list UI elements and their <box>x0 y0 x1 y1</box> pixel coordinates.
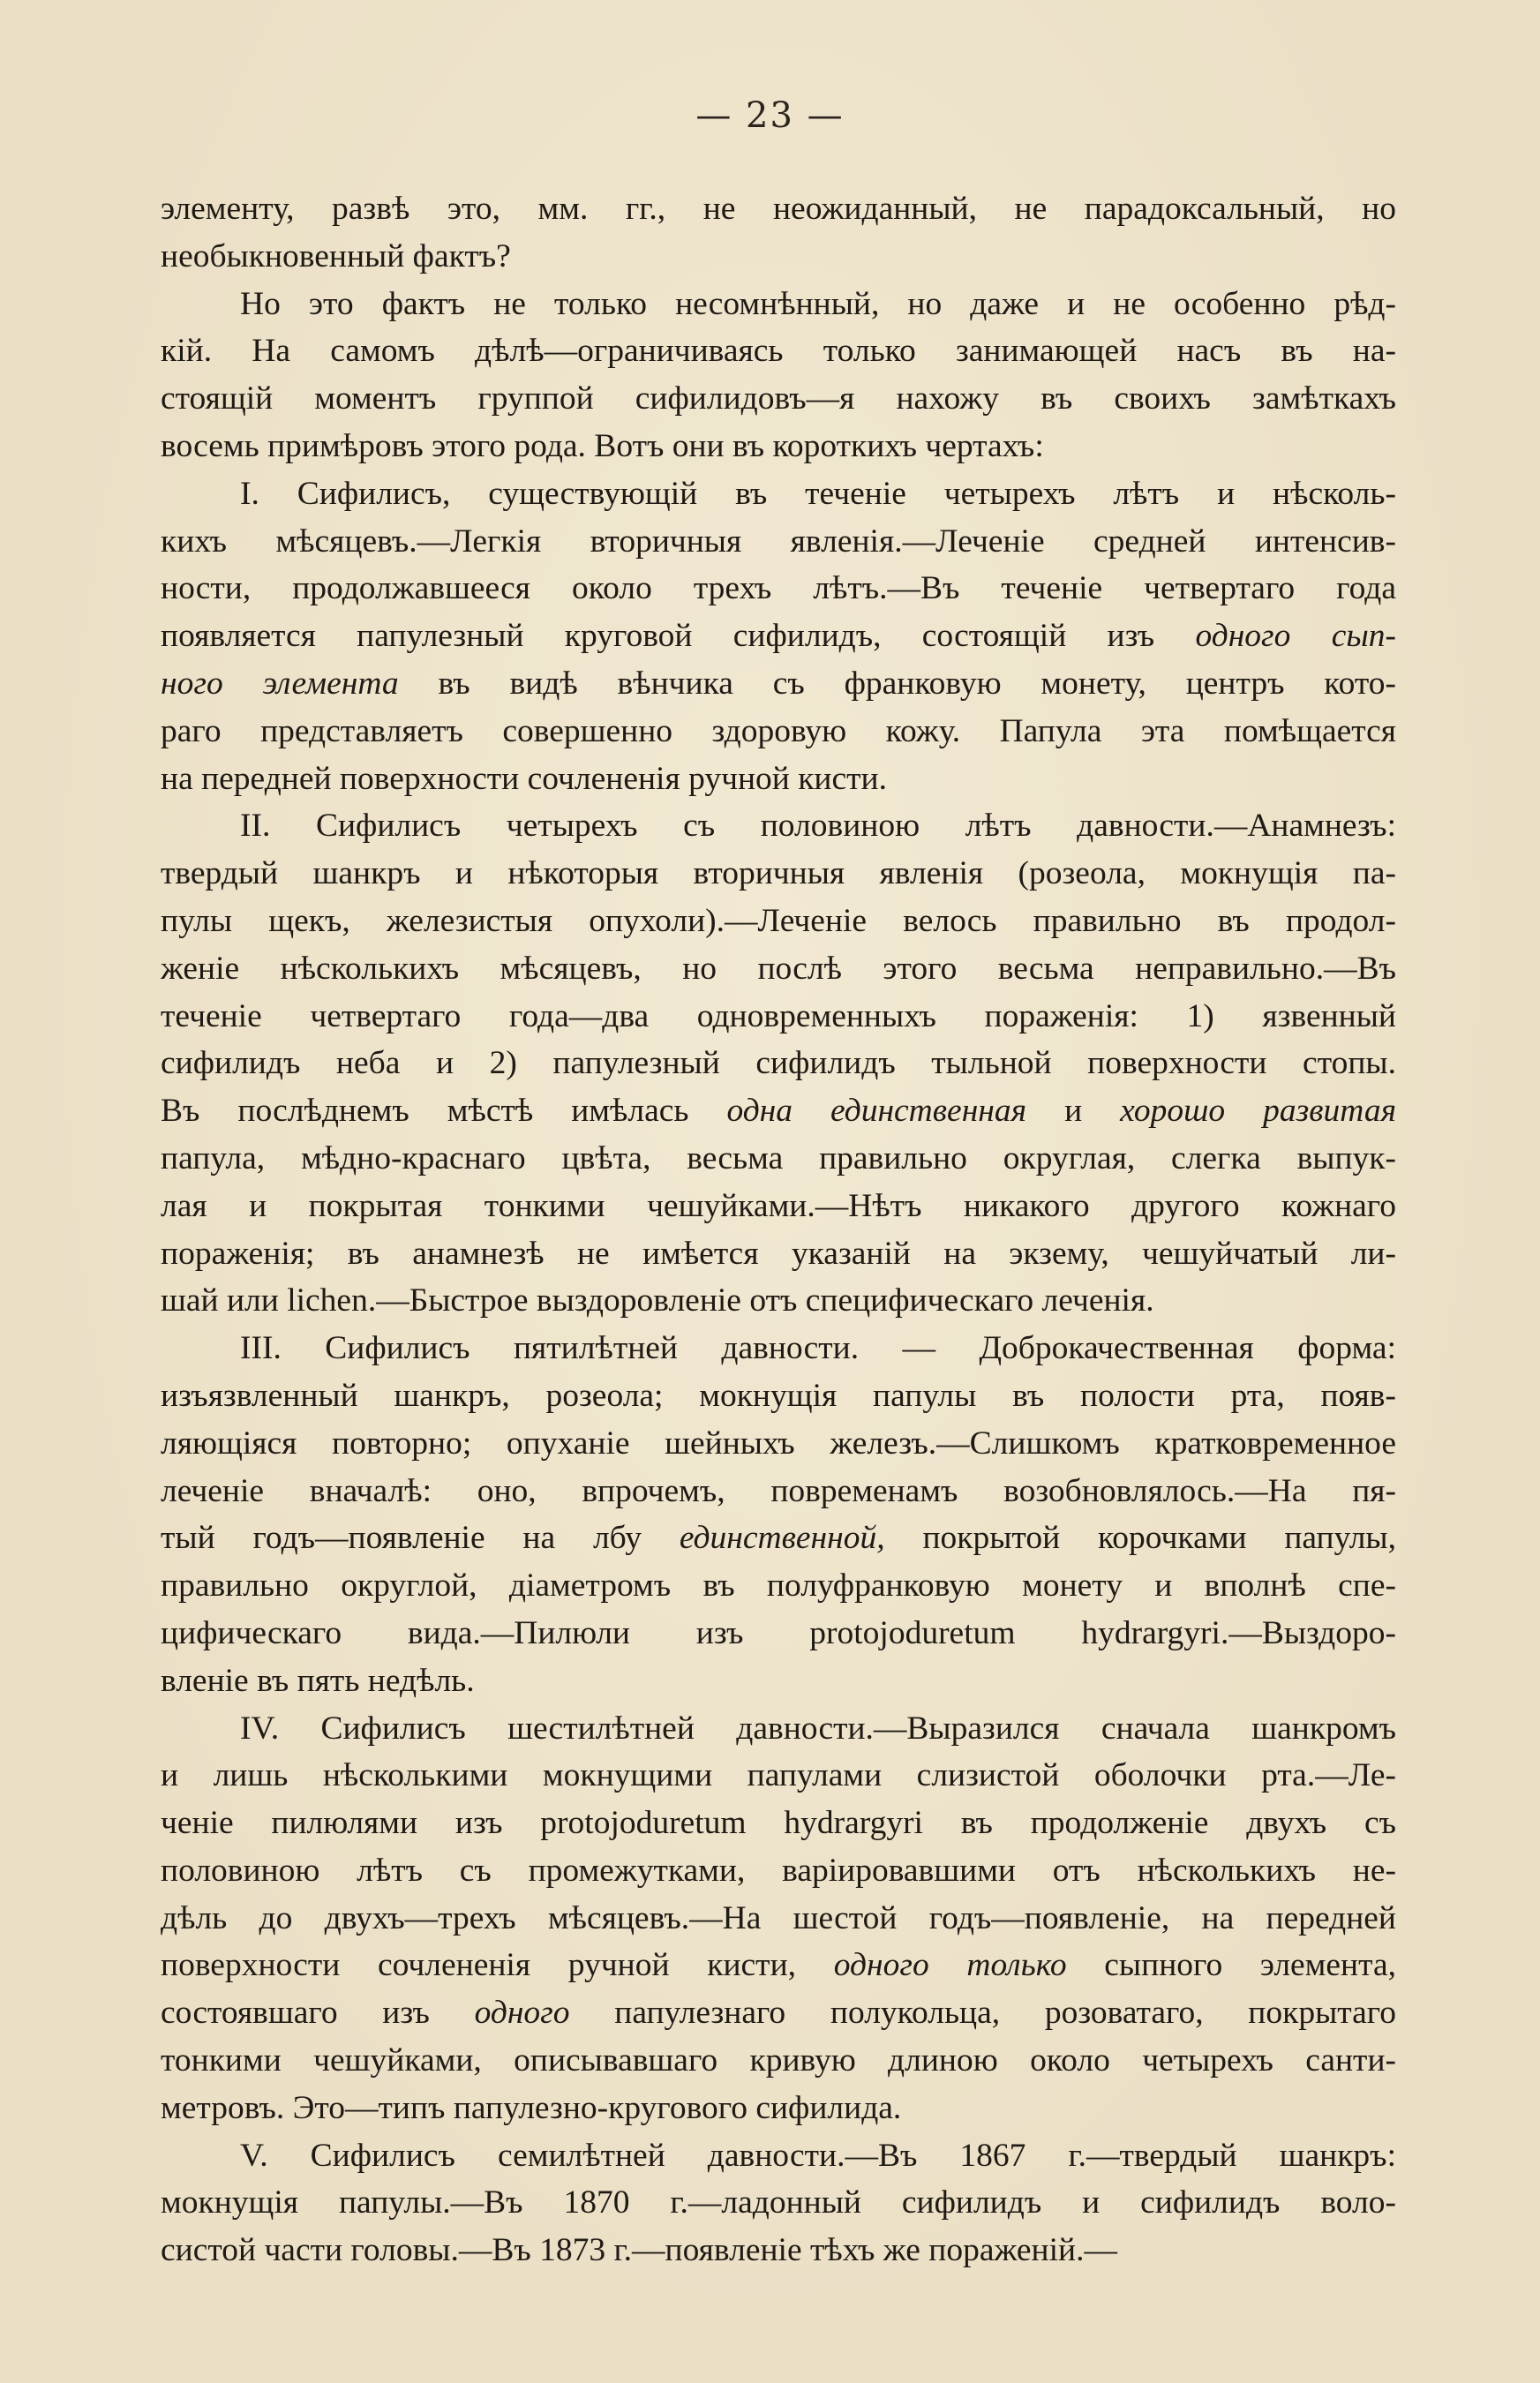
text-line: ченіе пилюлями изъ protojoduretum hydrargyri въ продолженіе двухъ съ <box>161 1805 1396 1842</box>
text-line: элементу, развѣ это, мм. гг., не неожиданный, не парадоксальный, но <box>161 191 1396 227</box>
paragraph <box>161 185 1396 281</box>
text-line: Но это фактъ не только несомнѣнный, но даже и не особенно рѣд- <box>240 285 1396 322</box>
text-line: пораженія; въ анамнезѣ не имѣется указаній на экзему, чешуйчатый ли- <box>161 1235 1396 1272</box>
italic-emphasis: одна единственная <box>726 1093 1027 1130</box>
text-line: ности, продолжавшееся около трехъ лѣтъ.—Въ теченіе четвертаго года <box>161 570 1396 607</box>
text-line: тонкими чешуйками, описывавшаго кривую длиною около четырехъ санти- <box>161 2042 1396 2079</box>
italic-emphasis: ного элемента <box>161 665 399 702</box>
text-line: тый годъ—появленіе на лбу единственной, покрытой корочками папулы, <box>161 1520 1396 1557</box>
paragraph <box>161 470 1396 803</box>
italic-emphasis: одного сып- <box>1195 618 1396 655</box>
text-line: изъязвленный шанкръ, розеола; мокнущія папулы въ полости рта, появ- <box>161 1377 1396 1414</box>
text-line: леченіе вначалѣ: оно, впрочемъ, повременамъ возобновлялось.—На пя- <box>161 1472 1396 1509</box>
text-line: необыкновенный фактъ? <box>161 237 511 274</box>
text-line: I. Сифилисъ, существующій въ теченіе четырехъ лѣтъ и нѣсколь- <box>240 475 1396 512</box>
text-line: кій. На самомъ дѣлѣ—ограничиваясь только занимающей насъ въ на- <box>161 333 1396 370</box>
text-line: папула, мѣдно-краснаго цвѣта, весьма правильно округлая, слегка выпук- <box>161 1139 1396 1176</box>
text-line: метровъ. Это—типъ папулезно-кругового сифилида. <box>161 2089 902 2126</box>
paragraph <box>161 802 1396 1325</box>
text-line: III. Сифилисъ пятилѣтней давности. — Доброкачественная форма: <box>240 1330 1396 1367</box>
text-line: раго представляетъ совершенно здоровую кожу. Папула эта помѣщается <box>161 712 1396 749</box>
paragraph <box>161 1325 1396 1704</box>
italic-emphasis: хорошо развитая <box>1120 1093 1396 1130</box>
text-line: ляющіяся повторно; опуханіе шейныхъ железъ.—Слишкомъ кратковременное <box>161 1425 1396 1462</box>
paragraph <box>161 1705 1396 2132</box>
text-line: половиною лѣтъ съ промежутками, варіировавшими отъ нѣсколькихъ не- <box>161 1852 1396 1889</box>
text-line: Въ послѣднемъ мѣстѣ имѣлась одна единственная и хорошо развитая <box>161 1093 1396 1130</box>
text-line: дѣль до двухъ—трехъ мѣсяцевъ.—На шестой годъ—появленіе, на передней <box>161 1899 1396 1936</box>
page-number: — 23 — <box>695 95 845 136</box>
text-line: лая и покрытая тонкими чешуйками.—Нѣтъ никакого другого кожнаго <box>161 1187 1396 1224</box>
text-line: шай или lichen.—Быстрое выздоровленіе отъ специфическаго леченія. <box>161 1282 1154 1319</box>
text-line: ного элемента въ видѣ вѣнчика съ франковую монету, центръ кото- <box>161 665 1396 702</box>
text-line: II. Сифилисъ четырехъ съ половиною лѣтъ давности.—Анамнезъ: <box>240 808 1396 845</box>
text-line: сифилидъ неба и 2) папулезный сифилидъ тыльной поверхности стопы. <box>161 1045 1396 1082</box>
text-line: вленіе въ пять недѣль. <box>161 1662 475 1699</box>
text-line: женіе нѣсколькихъ мѣсяцевъ, но послѣ этого весьма неправильно.—Въ <box>161 950 1396 987</box>
text-line: IV. Сифилисъ шестилѣтней давности.—Выразился сначала шанкромъ <box>240 1710 1396 1747</box>
text-line: кихъ мѣсяцевъ.—Легкія вторичныя явленія.—Леченіе средней интенсив- <box>161 522 1396 560</box>
text-line: V. Сифилисъ семилѣтней давности.—Въ 1867 г.—твердый шанкръ: <box>240 2137 1396 2174</box>
text-line: правильно округлой, діаметромъ въ полуфранковую монету и вполнѣ спе- <box>161 1567 1396 1605</box>
paragraph <box>161 281 1396 470</box>
italic-emphasis: одного <box>474 1995 570 2032</box>
italic-emphasis: единственной, <box>679 1520 885 1557</box>
text-line: мокнущія папулы.—Въ 1870 г.—ладонный сифилидъ и сифилидъ воло- <box>161 2184 1396 2221</box>
text-line: состоявшаго изъ одного папулезнаго полукольца, розоватаго, покрытаго <box>161 1995 1396 2032</box>
text-line: восемь примѣровъ этого рода. Вотъ они въ короткихъ чертахъ: <box>161 427 1044 464</box>
text-line: стоящій моментъ группой сифилидовъ—я нахожу въ своихъ замѣткахъ <box>161 380 1396 417</box>
body-text <box>161 185 1396 2274</box>
text-line: цифическаго вида.—Пилюли изъ protojoduretum hydrargyri.—Выздоро- <box>161 1614 1396 1651</box>
text-line: появляется папулезный круговой сифилидъ, состоящій изъ одного сып- <box>161 618 1396 655</box>
text-line: теченіе четвертаго года—два одновременныхъ пораженія: 1) язвенный <box>161 997 1396 1034</box>
paragraph <box>161 2132 1396 2274</box>
text-line: пулы щекъ, железистыя опухоли).—Леченіе велось правильно въ продол- <box>161 902 1396 939</box>
text-line: поверхности сочлененія ручной кисти, одного только сыпного элемента, <box>161 1947 1396 1984</box>
text-line: на передней поверхности сочлененія ручной кисти. <box>161 760 887 797</box>
text-line: систой части головы.—Въ 1873 г.—появленіе тѣхъ же пораженій.— <box>161 2232 1117 2269</box>
text-line: и лишь нѣсколькими мокнущими папулами слизистой оболочки рта.—Ле- <box>161 1757 1396 1794</box>
text-line: твердый шанкръ и нѣкоторыя вторичныя явленія (розеола, мокнущія па- <box>161 855 1396 892</box>
italic-emphasis: одного только <box>833 1947 1067 1984</box>
